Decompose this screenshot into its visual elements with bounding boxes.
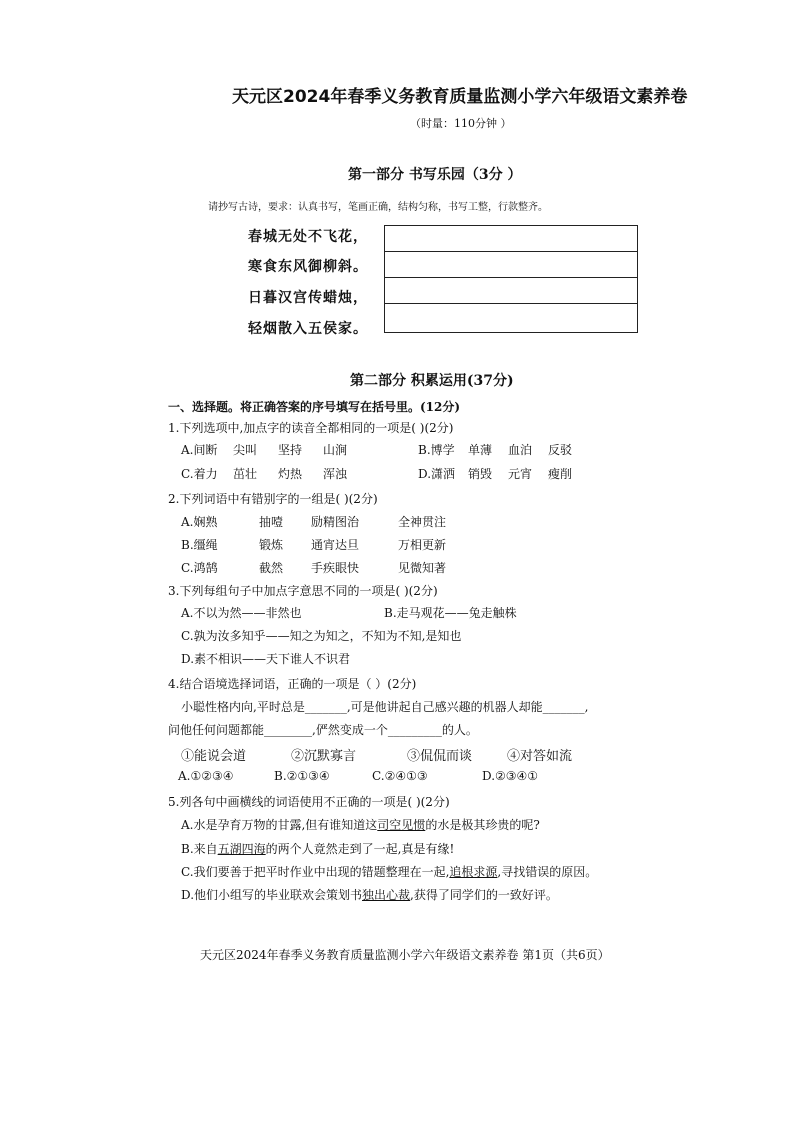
exam-title: 天元区2024年春季义务教育质量监测小学六年级语文素养卷 bbox=[232, 87, 688, 107]
q5-b-underlined: 五湖四海 bbox=[217, 842, 266, 856]
copy-box-2[interactable] bbox=[384, 251, 638, 278]
q3-option-a[interactable]: A.不以为然——非然也 bbox=[181, 606, 302, 620]
q1-option-b[interactable] bbox=[418, 441, 588, 458]
section1-heading: 一、选择题。将正确答案的序号填写在括号里。(12分) bbox=[168, 400, 461, 414]
poem-line-2: 寒食东风御柳斜。 bbox=[248, 259, 368, 275]
q5-a-text-2: 的水是极其珍贵的呢? bbox=[425, 818, 540, 832]
q1-c-1: C.着力 bbox=[181, 467, 218, 481]
part1-heading: 第一部分 书写乐园（3分 ） bbox=[348, 167, 522, 183]
q1-a-1: A.间断 bbox=[181, 443, 218, 457]
q3-option-d[interactable]: D.素不相识——天下谁人不识君 bbox=[181, 652, 351, 666]
q5-d-text-2: ,获得了同学们的一致好评。 bbox=[410, 888, 558, 902]
q1-d-4: 瘦削 bbox=[548, 467, 573, 481]
copy-box-3[interactable] bbox=[384, 277, 638, 304]
q2-c-2: 截然 bbox=[259, 561, 284, 575]
q5-c-text-2: ,寻找错误的原因。 bbox=[497, 865, 598, 879]
q5-a-text-1: A.水是孕育万物的甘露,但有谁知道这 bbox=[181, 818, 378, 832]
q4-stem: 4.结合语境选择词语，正确的一项是（ ）(2分) bbox=[168, 677, 417, 691]
q2-b-3: 通宵达旦 bbox=[311, 538, 360, 552]
q3-stem: 3.下列每组句子中加点字意思不同的一项是( )(2分) bbox=[168, 584, 438, 598]
q1-a-4: 山涧 bbox=[323, 443, 348, 457]
q1-c-4: 浑浊 bbox=[323, 467, 348, 481]
q4-answer-b[interactable]: B.②①③④ bbox=[274, 769, 330, 783]
q5-option-b[interactable] bbox=[181, 840, 454, 857]
q4-word-3: ③侃侃而谈 bbox=[407, 749, 473, 764]
q5-option-c[interactable] bbox=[181, 863, 597, 880]
q5-c-text-1: C.我们要善于把平时作业中出现的错题整理在一起, bbox=[181, 865, 450, 879]
q5-d-underlined: 独出心裁 bbox=[362, 888, 411, 902]
q2-a-1: A.娴熟 bbox=[181, 515, 218, 529]
q1-c-2: 茁壮 bbox=[233, 467, 258, 481]
copy-box-4[interactable] bbox=[384, 303, 638, 333]
q1-d-3: 元宵 bbox=[508, 467, 533, 481]
q5-b-text-2: 的两个人竟然走到了一起,真是有缘! bbox=[265, 842, 455, 856]
q1-b-4: 反驳 bbox=[548, 443, 573, 457]
part2-heading: 第二部分 积累运用(37分) bbox=[350, 373, 514, 389]
q1-b-1: B.博学 bbox=[418, 443, 455, 457]
q1-b-2: 单薄 bbox=[468, 443, 493, 457]
q4-answer-d[interactable]: D.②③④① bbox=[482, 769, 539, 783]
q2-c-1: C.鸿鹄 bbox=[181, 561, 218, 575]
q2-option-b[interactable] bbox=[181, 536, 468, 553]
q2-option-c[interactable] bbox=[181, 559, 468, 576]
q2-a-2: 抽噎 bbox=[259, 515, 284, 529]
q1-d-2: 销毁 bbox=[468, 467, 493, 481]
q2-option-a[interactable] bbox=[181, 513, 468, 530]
q2-c-3: 手疾眼快 bbox=[311, 561, 360, 575]
q5-b-text-1: B.来自 bbox=[181, 842, 218, 856]
q5-c-underlined: 追根求源 bbox=[449, 865, 498, 879]
q2-a-3: 励精图治 bbox=[311, 515, 360, 529]
q2-c-4: 见微知著 bbox=[398, 561, 447, 575]
q1-b-3: 血泊 bbox=[508, 443, 533, 457]
poem-line-3: 日暮汉宫传蜡烛， bbox=[248, 290, 368, 306]
q1-c-3: 灼热 bbox=[278, 467, 303, 481]
q4-word-1: ①能说会道 bbox=[181, 749, 247, 764]
q5-option-d[interactable] bbox=[181, 886, 558, 903]
q1-stem: 1.下列选项中,加点字的读音全都相同的一项是( )(2分) bbox=[168, 421, 454, 435]
q2-stem: 2.下列词语中有错别字的一组是( )(2分) bbox=[168, 492, 378, 506]
q2-b-2: 锻炼 bbox=[259, 538, 284, 552]
q2-b-4: 万相更新 bbox=[398, 538, 447, 552]
q4-answer-c[interactable]: C.②④①③ bbox=[372, 769, 428, 783]
q1-option-d[interactable] bbox=[418, 465, 588, 482]
q4-word-options bbox=[181, 745, 587, 764]
q5-a-underlined: 司空见惯 bbox=[377, 818, 426, 832]
q1-d-1: D.潇洒 bbox=[418, 467, 456, 481]
copy-box-1[interactable] bbox=[384, 225, 638, 252]
q5-stem: 5.列各句中画横线的词语使用不正确的一项是( )(2分) bbox=[168, 795, 450, 809]
poem-line-4: 轻烟散入五侯家。 bbox=[248, 321, 368, 337]
q4-word-2: ②沉默寡言 bbox=[291, 749, 357, 764]
q1-a-2: 尖叫 bbox=[233, 443, 258, 457]
q1-option-a[interactable] bbox=[181, 441, 368, 458]
q4-text-1: 小聪性格内向,平时总是_______,可是他讲起自己感兴趣的机器人却能_______, bbox=[181, 700, 589, 714]
exam-time: （时量：110分钟 ） bbox=[410, 117, 512, 130]
q4-word-4: ④对答如流 bbox=[507, 749, 573, 764]
poem-line-1: 春城无处不飞花， bbox=[248, 229, 368, 245]
q3-option-b[interactable]: B.走马观花——兔走触株 bbox=[384, 606, 517, 620]
page-footer: 天元区2024年春季义务教育质量监测小学六年级语文素养卷 第1页（共6页） bbox=[200, 948, 610, 962]
q2-a-4: 全神贯注 bbox=[398, 515, 447, 529]
q4-text-2: 问他任何问题都能________,俨然变成一个_________的人。 bbox=[168, 723, 478, 737]
q4-answer-options bbox=[178, 769, 562, 783]
q5-d-text-1: D.他们小组写的毕业联欢会策划书 bbox=[181, 888, 363, 902]
q2-b-1: B.缰绳 bbox=[181, 538, 218, 552]
q4-answer-a[interactable]: A.①②③④ bbox=[178, 769, 234, 783]
q1-a-3: 坚持 bbox=[278, 443, 303, 457]
q5-option-a[interactable] bbox=[181, 816, 540, 833]
q1-option-c[interactable] bbox=[181, 465, 368, 482]
part1-instruction: 请抄写古诗，要求：认真书写，笔画正确，结构匀称，书写工整，行款整齐。 bbox=[208, 202, 548, 213]
q3-option-c[interactable]: C.孰为汝多知乎——知之为知之，不知为不知,是知也 bbox=[181, 629, 462, 643]
